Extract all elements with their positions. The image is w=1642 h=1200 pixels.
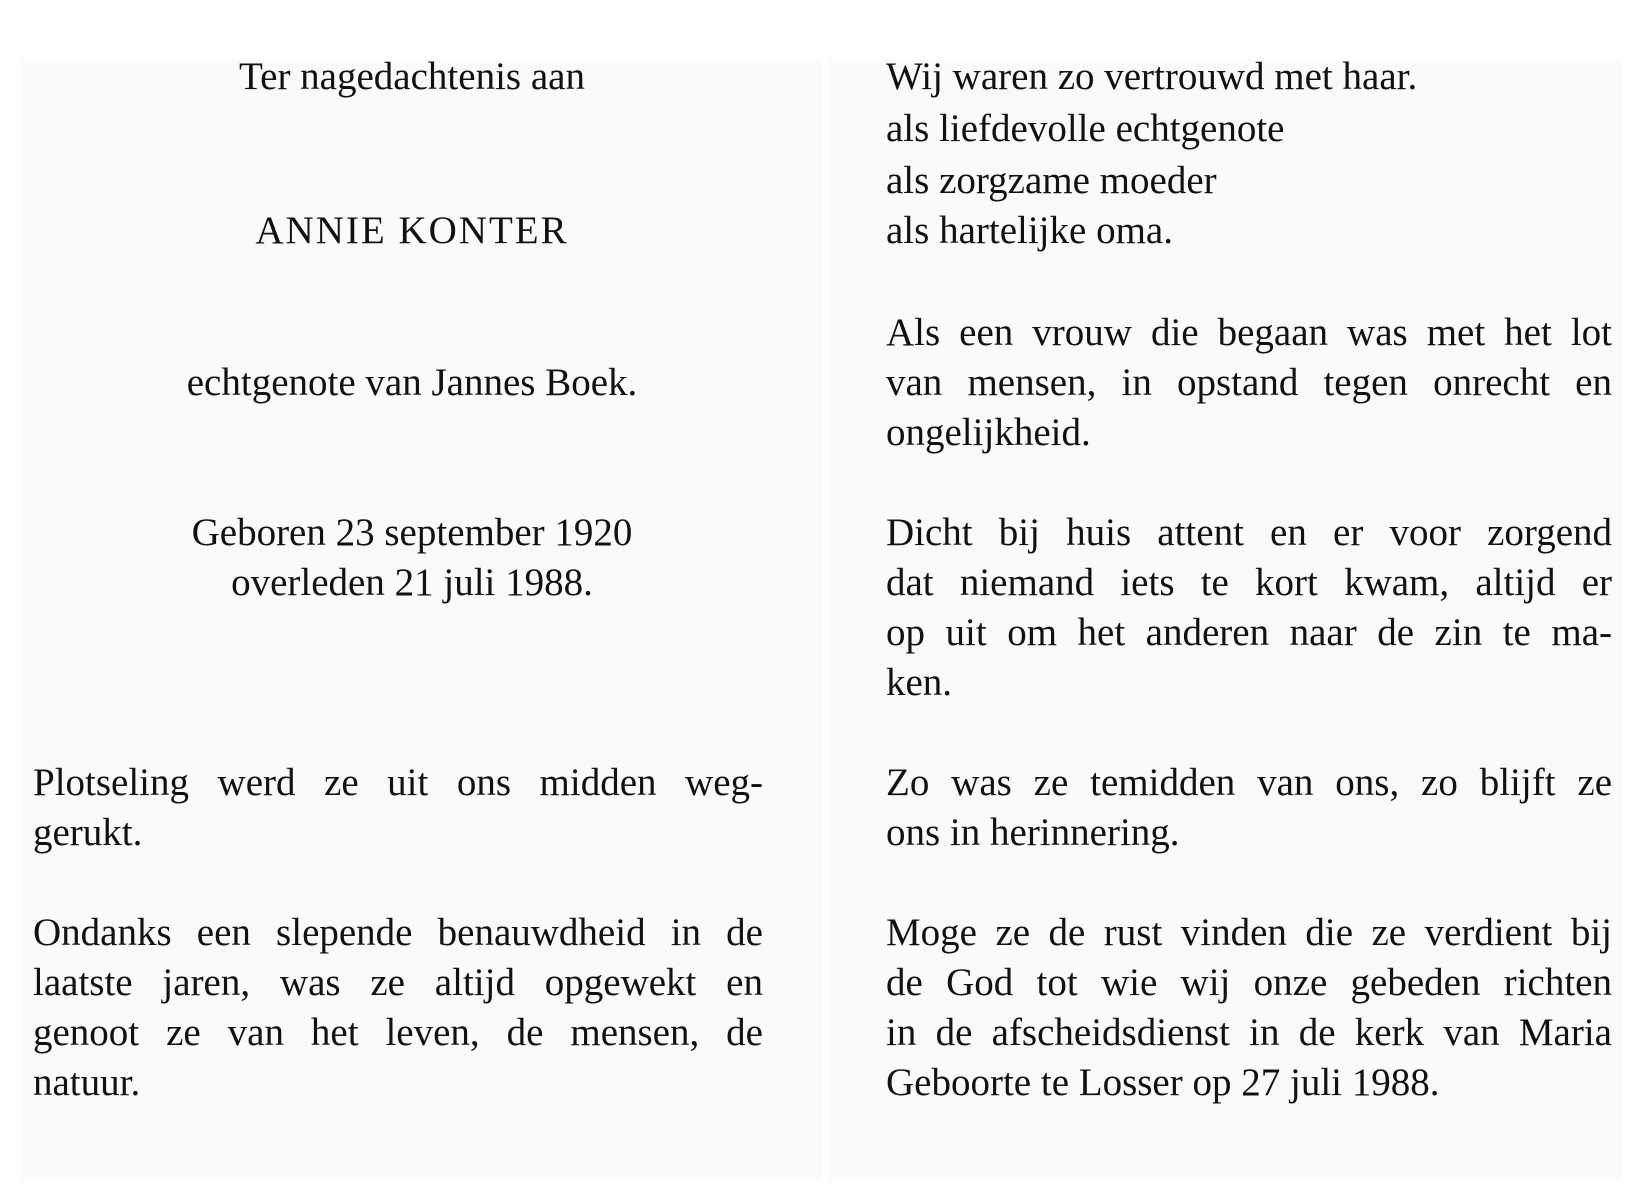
right-para3-line: ken. (886, 661, 953, 704)
right-para1-line: als zorgzame moeder (886, 159, 1217, 202)
left-para2-line: natuur. (33, 1061, 141, 1104)
right-para5-line: Moge ze de rust vinden die ze verdient bij (886, 911, 1612, 954)
left-para2-line: Ondanks een slepende benauwdheid in de (33, 911, 763, 954)
right-para1-line: als liefdevolle echtgenote (886, 107, 1285, 150)
left-para2-line: genoot ze van het leven, de mensen, de (33, 1011, 763, 1054)
spouse-line: echtgenote van Jannes Boek. (186, 361, 638, 404)
birth-date: Geboren 23 september 1920 (191, 511, 633, 554)
right-para4-line: ons in herinnering. (886, 811, 1180, 854)
right-para2-line: van mensen, in opstand tegen onrecht en (886, 361, 1612, 404)
right-para5-line: in de afscheidsdienst in de kerk van Maria (886, 1011, 1612, 1054)
intro-line: Ter nagedachtenis aan (239, 55, 585, 98)
right-para2-line: Als een vrouw die begaan was met het lot (886, 311, 1612, 354)
left-para1-line: Plotseling werd ze uit ons midden weg- (33, 761, 763, 804)
right-para2-line: ongelijkheid. (886, 411, 1091, 454)
right-para5-line: de God tot wie wij onze gebeden richten (886, 961, 1612, 1004)
right-para3-line: dat niemand iets te kort kwam, altijd er (886, 561, 1612, 604)
right-para5-line: Geboorte te Losser op 27 juli 1988. (886, 1061, 1440, 1104)
right-para1-line: Wij waren zo vertrouwd met haar. (886, 55, 1418, 98)
left-para2-line: laatste jaren, was ze altijd opgewekt en (33, 961, 763, 1004)
death-date: overleden 21 juli 1988. (231, 561, 593, 604)
right-para4-line: Zo was ze temidden van ons, zo blijft ze (886, 761, 1612, 804)
deceased-name: ANNIE KONTER (255, 209, 569, 252)
right-para3-line: Dicht bij huis attent en er voor zorgend (886, 511, 1612, 554)
right-para3-line: op uit om het anderen naar de zin te ma- (886, 611, 1612, 654)
left-para1-line: gerukt. (33, 811, 143, 854)
right-para1-line: als hartelijke oma. (886, 209, 1173, 252)
